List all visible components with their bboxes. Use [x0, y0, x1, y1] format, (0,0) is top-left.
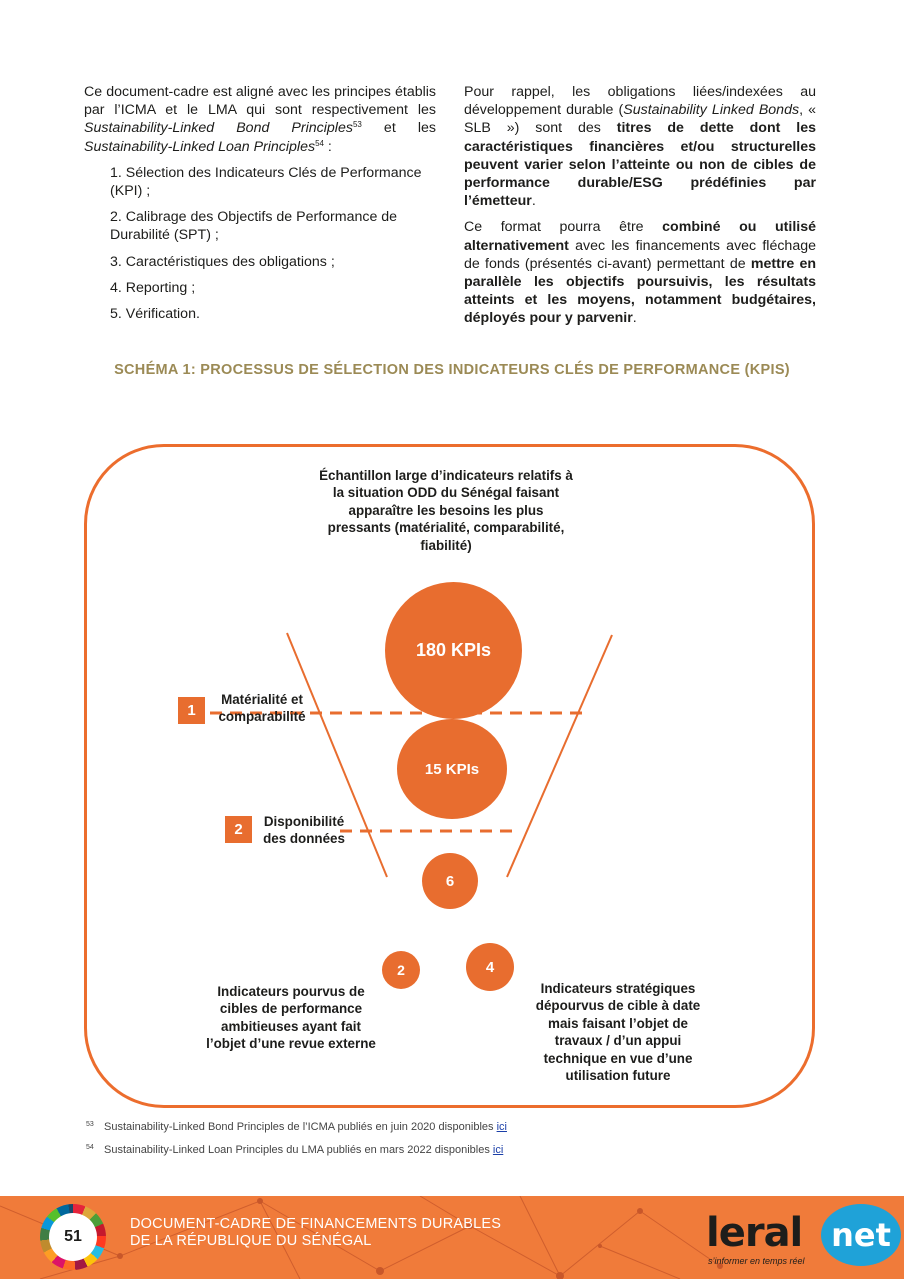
logo-net-badge: net — [821, 1204, 901, 1266]
list-item: 5. Vérification. — [110, 306, 200, 323]
paragraph-text: . — [632, 310, 637, 327]
list-item: 1. Sélection des Indicateurs Clés de Performance (KPI) ; — [110, 164, 422, 200]
list-item: 2. Calibrage des Objectifs de Performance de Durabilité (SPT) ; — [110, 209, 398, 244]
circle-6-kpis: 6 — [422, 853, 478, 909]
slb-term: Sustainability Linked Bonds — [623, 102, 800, 119]
footnote-text: Sustainability-Linked Loan Principles du LMA publiés en mars 2022 disponibles — [104, 1144, 493, 1156]
schema-title: SCHÉMA 1: PROCESSUS DE SÉLECTION DES INDICATEURS CLÉS DE PERFORMANCE (KPIS) — [114, 362, 790, 378]
bottom-left-caption: Indicateurs pourvus de cibles de performance ambitieuses ayant fait l’objet d’une revue externe — [206, 984, 376, 1052]
circle-4-kpis: 4 — [466, 943, 514, 991]
footnote-ref-53[interactable]: 53 — [352, 120, 362, 130]
paragraph-text: Ce format pourra être — [464, 219, 663, 236]
paragraph-emphasis: titres de dette dont les caractéristiques financières et/ou structurelles peuvent varier selon l’atteinte ou non de cibles de performance durable/ESG prédéfinies par l’émetteur — [464, 120, 816, 210]
circle-180-kpis: 180 KPIs — [385, 582, 522, 719]
bond-principles-name: Sustainability-Linked Bond Principles — [84, 120, 353, 137]
footnote-54: 54 Sustainability-Linked Loan Principles du LMA publiés en mars 2022 disponibles ici — [86, 1144, 504, 1156]
circle-15-kpis: 15 KPIs — [397, 719, 507, 819]
leral-net-logo[interactable] — [706, 1204, 904, 1274]
logo-leral-text: leral — [706, 1210, 803, 1256]
paragraph-text: avec les financements avec fléchage de fonds (présentés ci-avant) permettant de — [464, 237, 816, 272]
paragraph-emphasis: combiné ou utilisé alternativement — [464, 219, 816, 254]
footer-title — [130, 1216, 501, 1250]
intro-text: et les — [361, 120, 436, 137]
page-footer — [0, 1196, 904, 1279]
footer-title-line-2: DE LA RÉPUBLIQUE DU SÉNÉGAL — [130, 1233, 372, 1249]
paragraph-emphasis: mettre en parallèle les objectifs poursuivis, les résultats atteints et les moyens, notamment budgétaires, déployés pour y parvenir — [464, 255, 817, 327]
sdg-wheel-icon — [40, 1204, 106, 1270]
top-caption: Échantillon large d’indicateurs relatifs à la situation ODD du Sénégal faisant apparaître les besoins les plus pressants (matérialité, comparabilité, fiabilité) — [319, 468, 573, 553]
logo-tagline: s’informer en temps réel — [708, 1256, 805, 1266]
footnote-53: 53 Sustainability-Linked Bond Principles de l’ICMA publiés en juin 2020 disponibles ici — [86, 1121, 507, 1133]
paragraph-text: , « SLB ») sont des — [464, 102, 816, 137]
footnote-ref-54[interactable]: 54 — [315, 138, 324, 148]
page-number: 51 — [49, 1213, 97, 1261]
step-1-label: Matérialité et comparabilité — [218, 692, 306, 725]
footer-title-line-1: DOCUMENT-CADRE DE FINANCEMENTS DURABLES — [130, 1216, 502, 1232]
list-item: 3. Caractéristiques des obligations ; — [110, 253, 335, 270]
paragraph-text: . — [531, 193, 536, 210]
footnote-link[interactable]: ici — [492, 1144, 504, 1156]
funnel-right-edge — [507, 635, 612, 877]
circle-2-kpis: 2 — [382, 951, 420, 989]
intro-text: : — [323, 138, 332, 155]
step-2-label: Disponibilité des données — [263, 814, 345, 847]
footnote-text: Sustainability-Linked Bond Principles de l’ICMA publiés en juin 2020 disponibles — [104, 1121, 497, 1133]
paragraph-text: Pour rappel, les obligations liées/indexées au développement durable ( — [464, 84, 816, 119]
loan-principles-name: Sustainability-Linked Loan Principles — [84, 138, 316, 155]
step-2-badge: 2 — [225, 816, 252, 843]
step-1-badge: 1 — [178, 697, 205, 724]
bottom-right-caption: Indicateurs stratégiques dépourvus de cible à date mais faisant l’objet de travaux / d’un appui technique en vue d’une utilisation future — [535, 981, 701, 1084]
intro-text: Ce document-cadre est aligné avec les principes établis par l’ICMA et le LMA qui sont respectivement les — [84, 84, 436, 119]
footnote-link[interactable]: ici — [496, 1121, 507, 1133]
footnotes — [84, 1120, 507, 1166]
list-item: 4. Reporting ; — [110, 279, 196, 296]
